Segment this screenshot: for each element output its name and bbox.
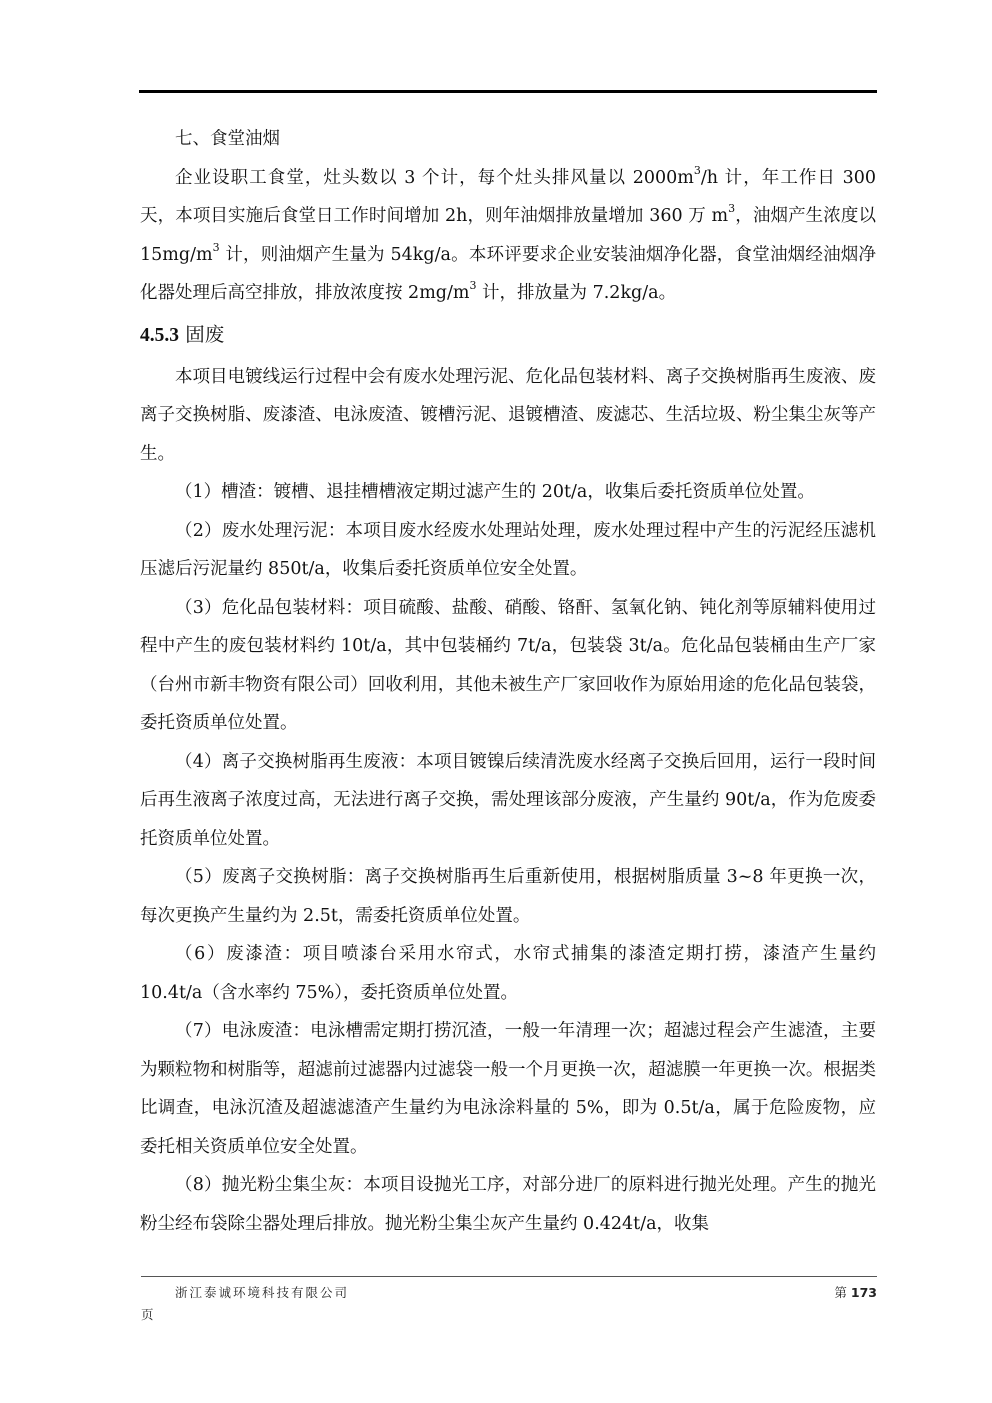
paragraph-item-2: （2）废水处理污泥：本项目废水经废水处理站处理，废水处理过程中产生的污泥经压滤机压滤后污泥量约 850t/a，收集后委托资质单位安全处置。 xyxy=(140,520,876,579)
canteen-text-a: 企业设职工食堂，灶头数以 3 个计，每个灶头排风量以 2000m xyxy=(175,167,694,188)
section-heading xyxy=(140,313,876,358)
document-body xyxy=(140,120,876,1243)
page-prefix: 第 xyxy=(834,1285,851,1300)
superscript: 3 xyxy=(469,279,477,293)
section-number: 4.5.3 xyxy=(140,324,179,346)
paragraph-intro: 本项目电镀线运行过程中会有废水处理污泥、危化品包装材料、离子交换树脂再生废液、废离子交换树脂、废漆渣、电泳废渣、镀槽污泥、退镀槽渣、废滤芯、生活垃圾、粉尘集尘灰等产生。 xyxy=(140,366,876,464)
header-rule xyxy=(139,90,877,93)
superscript: 3 xyxy=(728,202,736,216)
paragraph-item-8: （8）抛光粉尘集尘灰：本项目设抛光工序，对部分进厂的原料进行抛光处理。产生的抛光粉尘经布袋除尘器处理后排放。抛光粉尘集尘灰产生量约 0.424t/a，收集 xyxy=(140,1175,876,1234)
paragraph-item-7: （7）电泳废渣：电泳槽需定期打捞沉渣，一般一年清理一次；超滤过程会产生滤渣，主要为颗粒物和树脂等，超滤前过滤器内过滤袋一般一个月更换一次，超滤膜一年更换一次。根据类比调查，电泳沉渣及超滤滤渣产生量约为电泳涂料量的 5%，即为 0.5t/a，属于危险废物，应委托相关资质单位安全处置。 xyxy=(140,1021,876,1157)
canteen-text-d: 计，则油烟产生量为 54kg/a。本环评要求企业安装油烟净化器，食堂油烟经油烟净化器处理后高空排放，排放浓度按 2mg/m xyxy=(140,244,876,303)
paragraph-item-3: （3）危化品包装材料：项目硫酸、盐酸、硝酸、铬酐、氢氧化钠、钝化剂等原辅料使用过程中产生的废包装材料约 10t/a，其中包装桶约 7t/a，包装袋 3t/a。危化品包装桶由生产厂家（台州市新丰物资有限公司）回收利用，其他未被生产厂家回收作为原始用途的危化品包装袋，委托资质单位处置。 xyxy=(140,597,876,733)
paragraph-item-4: （4）离子交换树脂再生废液：本项目镀镍后续清洗废水经离子交换后回用，运行一段时间后再生液离子浓度过高，无法进行离子交换，需处理该部分废液，产生量约 90t/a，作为危废委托资质单位处置。 xyxy=(140,751,876,849)
section-title: 固废 xyxy=(185,322,225,346)
page-suffix: 页 xyxy=(141,1307,154,1322)
superscript: 3 xyxy=(212,240,220,254)
canteen-text-e: 计，排放量为 7.2kg/a。 xyxy=(476,283,677,303)
paragraph-item-5: （5）废离子交换树脂：离子交换树脂再生后重新使用，根据树脂质量 3~8 年更换一次，每次更换产生量约为 2.5t，需委托资质单位处置。 xyxy=(140,867,876,926)
footer-rule xyxy=(141,1276,877,1277)
page-number: 173 xyxy=(850,1285,877,1300)
superscript: 3 xyxy=(693,163,701,177)
canteen-text-b: /h 计，年工作日 300 天，本项目实施后食堂日工作时间增加 2h，则年油烟排放量增加 360 万 m xyxy=(140,167,877,226)
canteen-paragraph xyxy=(140,159,876,313)
canteen-text-c: ，油烟产生浓度以 15mg/m xyxy=(140,206,877,265)
paragraph-item-6: （6）废漆渣：项目喷漆台采用水帘式，水帘式捕集的漆渣定期打捞，漆渣产生量约 10.4t/a（含水率约 75%），委托资质单位处置。 xyxy=(140,944,876,1003)
footer-company: 浙江泰诚环境科技有限公司 xyxy=(175,1285,350,1300)
footer-page-number xyxy=(834,1283,877,1301)
paragraph-item-1: （1）槽渣：镀槽、退挂槽槽液定期过滤产生的 20t/a，收集后委托资质单位处置。 xyxy=(175,482,815,502)
section-7-title: 七、食堂油烟 xyxy=(175,129,280,149)
